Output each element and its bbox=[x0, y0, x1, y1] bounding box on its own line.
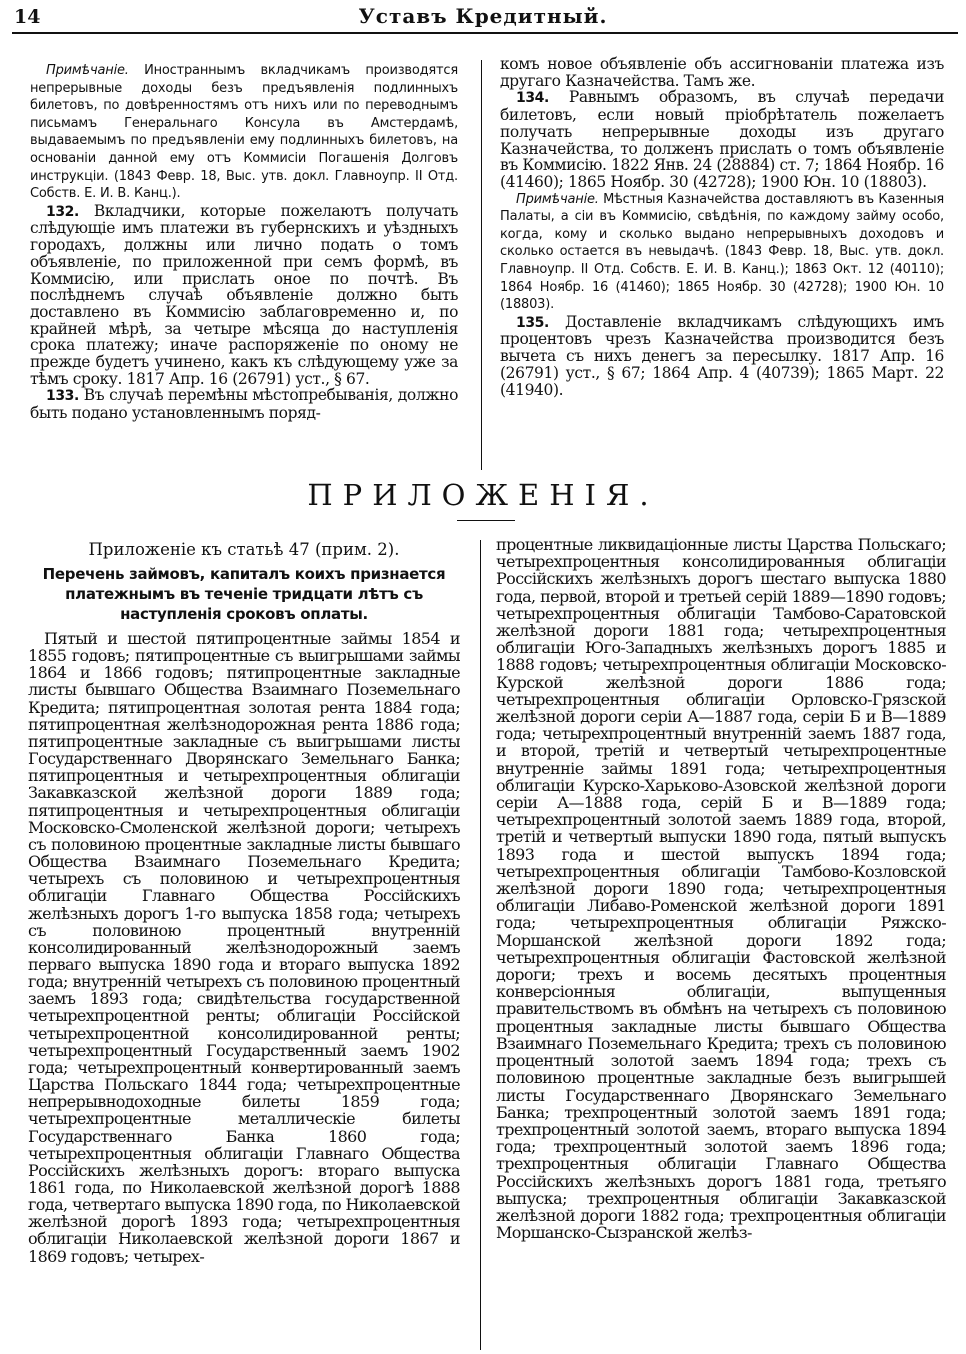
header-rule bbox=[12, 32, 958, 34]
article-text: Вкладчики, которые пожелаютъ получать слѣдующіе имъ платежи въ губернскихъ и уѣздныхъ городахъ, должны или лично подать о томъ объявленіе, по приложенной при семъ формѣ, въ Коммисію, или прислать оное по почтѣ. Въ послѣднемъ случаѣ объявленіе должно быть доставлено въ Коммисію заблаговременно и, по крайней мѣрѣ, за четыре мѣсяца до наступленія срока платежу; иначе распоряженіе по оному не прежде будетъ учинено, какъ къ слѣдующему уже за тѣмъ сроку. 1817 Апр. 16 (26791) уст., § 67. bbox=[30, 201, 458, 388]
appendix-heading: Приложеніе къ статьѣ 47 (прим. 2). bbox=[88, 540, 400, 559]
note-text: Иностраннымъ вкладчикамъ производятся непрерывные доходы безъ предъявленія подлинныхъ билетовъ, по довѣренностямъ отъ нихъ или по переводнымъ письмамъ Генеральнаго Консула въ Амстердамѣ, выдаваемымъ по предъявленіи ему подлинныхъ билетовъ, на основаніи данной ему отъ Коммисіи Погашенія Долговъ инструкціи. (1843 Февр. 18, Выс. утв. докл. Главноупр. II Отд. Собств. Е. И. В. Канц.). bbox=[30, 63, 458, 202]
article-number: 132. bbox=[46, 203, 79, 220]
appendix-left-column bbox=[28, 540, 460, 1354]
article-134 bbox=[500, 89, 944, 190]
appendix-text-right: процентные ликвидаціонные листы Царства Польскаго; четырехпроцентныя консолидированныя облигаціи Россійскихъ желѣзныхъ дорогъ шестаго выпуска 1880 года, первой, второй и третьей серій 1889—1890 годовъ; четырехпроцентныя облигаціи Тамбово-Саратовской желѣзной дороги 1881 года; четырехпроцентныя облигаціи Юго-Западныхъ желѣзныхъ дорогъ 1885 и 1888 годовъ; четырехпроцентныя облигаціи Московско-Курской желѣзной дороги 1886 года; четырехпроцентныя облигаціи Орловско-Грязской желѣзной дороги серіи А—1887 года, серіи Б и В—1889 года; четырехпроцентный внутренній заемъ 1887 года, и второй, третій и четвертый четырехпроцентные внутренніе займы 1891 года; четырехпроцентныя облигаціи Курско-Харьково-Азовской желѣзной дороги серіи А—1888 года, серій Б и В—1889 года; четырехпроцентный золотой заемъ 1889 года, второй, третій и четвертый выпуски 1890 года, пятый выпускъ 1893 года и шестой выпускъ 1894 года; четырехпроцентныя облигаціи Тамбово-Козловской желѣзной дороги 1890 года; четырехпроцентныя облигаціи Либаво-Роменской желѣзной дороги 1891 года; четырехпроцентныя облигаціи Ряжско-Моршанской желѣзной дороги 1892 года; четырехпроцентныя облигаціи Фастовской желѣзной дороги; трехъ и восемь десятыхъ процентныя конверсіонныя облигаціи, выпущенныя правительствомъ въ обмѣнъ на четырехъ съ половиною процентныя закладные листы бывшаго Общества Взаимнаго Поземельнаго Кредита; трехъ съ половиною процентный золотой заемъ 1894 года; трехъ съ половиною процентные закладные безъ выигрышей листы Государственнаго Дворянскаго Земельнаго Банка; трехпроцентный золотой заемъ 1891 года; трехпроцентный золотой заемъ, втораго выпуска 1894 года; трехпроцентный золотой заемъ 1896 года; трехпроцентныя облигаціи Главнаго Общества Россійскихъ желѣзныхъ дорогъ 1881 года, третьяго выпуска; трехпроцентныя облигаціи Закавказской желѣзной дороги 1882 года; трехпроцентныя облигаціи Моршанско-Сызранской желѣз- bbox=[496, 536, 946, 1243]
article-133 bbox=[30, 387, 458, 421]
note-paragraph-1 bbox=[30, 62, 458, 203]
column-divider bbox=[480, 540, 481, 1350]
article-133-continuation: комъ новое объявленіе объ ассигнованіи платежа изъ другаго Казначейства. Тамъ же. bbox=[500, 56, 944, 90]
section-title: ПРИЛОЖЕНІЯ. bbox=[307, 478, 659, 512]
article-text: Доставленіе вкладчикамъ слѣдующихъ имъ процентовъ чрезъ Казначейства производится безъ вычета съ нихъ денегъ за пересылку. 1817 Апр. 16 (26791) уст., § 67; 1864 Апр. 4 (40739); 1865 Март. 22 (41940). bbox=[500, 312, 944, 399]
article-text: Въ случаѣ перемѣны мѣстопребыванія, должно быть подано установленнымъ поряд- bbox=[30, 386, 458, 423]
page-number: 14 bbox=[14, 6, 41, 28]
note-label: Примѣчаніе. bbox=[46, 63, 129, 78]
appendix-text-left: Пятый и шестой пятипроцентные займы 1854 и 1855 годовъ; пятипроцентные съ выигрышами займы 1864 и 1866 годовъ; пятипроцентные закладные листы бывшаго Общества Взаимнаго Поземельнаго Кредита; пятипроцентная золотая рента 1884 года; пятипроцентная желѣзнодорожная рента 1886 года; пятипроцентные закладные съ выигрышами листы Государственнаго Дворянскаго Земельнаго Банка; пятипроцентныя и четырехпроцентныя облигаціи Закавказской желѣзной дороги 1889 года; пятипроцентныя и четырехпроцентныя облигаціи Московско-Смоленской желѣзной дороги; четырехъ съ половиною процентные закладные листы бывшаго Общества Взаимнаго Поземельнаго Кредита; четырехъ съ половиною и четырехпроцентныя облигаціи Главнаго Общества Россійскихъ желѣзныхъ дорогъ 1-го выпуска 1858 года; четырехъ съ половиною процентный внутренній консолидированный желѣзнодорожный заемъ перваго выпуска 1890 года и втораго выпуска 1892 года; внутренній четырехъ съ половиною процентный заемъ 1893 года; свидѣтельства государственной четырехпроцентной ренты; облигаціи Россійской четырехпроцентной консолидированной ренты; четырехпроцентный Государственный заемъ 1902 года; четырехпроцентный конвертированный заемъ Царства Польскаго 1844 года; четырехпроцентные непрерывнодоходные билеты 1859 года; четырехпроцентные металлическіе билеты Государственнаго Банка 1860 года; четырехпроцентныя облигаціи Главнаго Общества Россійскихъ желѣзныхъ дорогъ: втораго выпуска 1861 года, по Николаевской желѣзной дорогѣ 1888 года, четвертаго выпуска 1890 года, по Николаевской желѣзной дорогѣ 1893 года; четырехпроцентныя облигаціи Николаевской желѣзной дороги 1867 и 1869 годовъ; четырех- bbox=[28, 629, 460, 1266]
appendix-subtitle: Перечень займовъ, капиталъ коихъ признается платежнымъ въ теченіе тридцати лѣтъ съ наступленія сроковъ оплаты. bbox=[42, 565, 446, 623]
top-left-column bbox=[30, 62, 458, 472]
article-135 bbox=[500, 314, 944, 399]
appendix-right-column bbox=[496, 536, 946, 1354]
top-right-column bbox=[500, 56, 944, 458]
note-text: Мѣстныя Казначейства доставляютъ въ Казенныя Палаты, а сіи въ Коммисію, свѣдѣнія, по каждому займу особо, когда, кому и сколько выдано непрерывныхъ доходовъ и сколько остается въ невыдачѣ. (1843 Февр. 18, Выс. утв. докл. Главноупр. II Отд. Собств. Е. И. В. Канц.); 1863 Окт. 12 (40110); 1864 Ноябр. 16 (41460); 1865 Ноябр. 30 (42728); 1900 Юн. 10 (18803). bbox=[500, 191, 944, 313]
note-paragraph-2 bbox=[500, 191, 944, 314]
article-text: Равнымъ образомъ, въ случаѣ передачи билетовъ, если новый пріобрѣтатель пожелаетъ получать непрерывные доходы изъ другаго Казначейства, то долженъ прислать о томъ объявленіе въ Коммисію. 1822 Янв. 24 (28884) ст. 7; 1864 Ноябр. 16 (41460); 1865 Ноябр. 30 (42728); 1900 Юн. 10 (18803). bbox=[500, 88, 944, 191]
section-rule bbox=[457, 520, 515, 521]
running-title: Уставъ Кредитный. bbox=[358, 4, 608, 28]
article-number: 134. bbox=[516, 90, 549, 107]
article-number: 133. bbox=[46, 388, 79, 405]
column-divider bbox=[481, 60, 482, 470]
article-number: 135. bbox=[516, 314, 549, 331]
note-label: Примѣчаніе. bbox=[516, 191, 599, 207]
article-132 bbox=[30, 203, 458, 388]
